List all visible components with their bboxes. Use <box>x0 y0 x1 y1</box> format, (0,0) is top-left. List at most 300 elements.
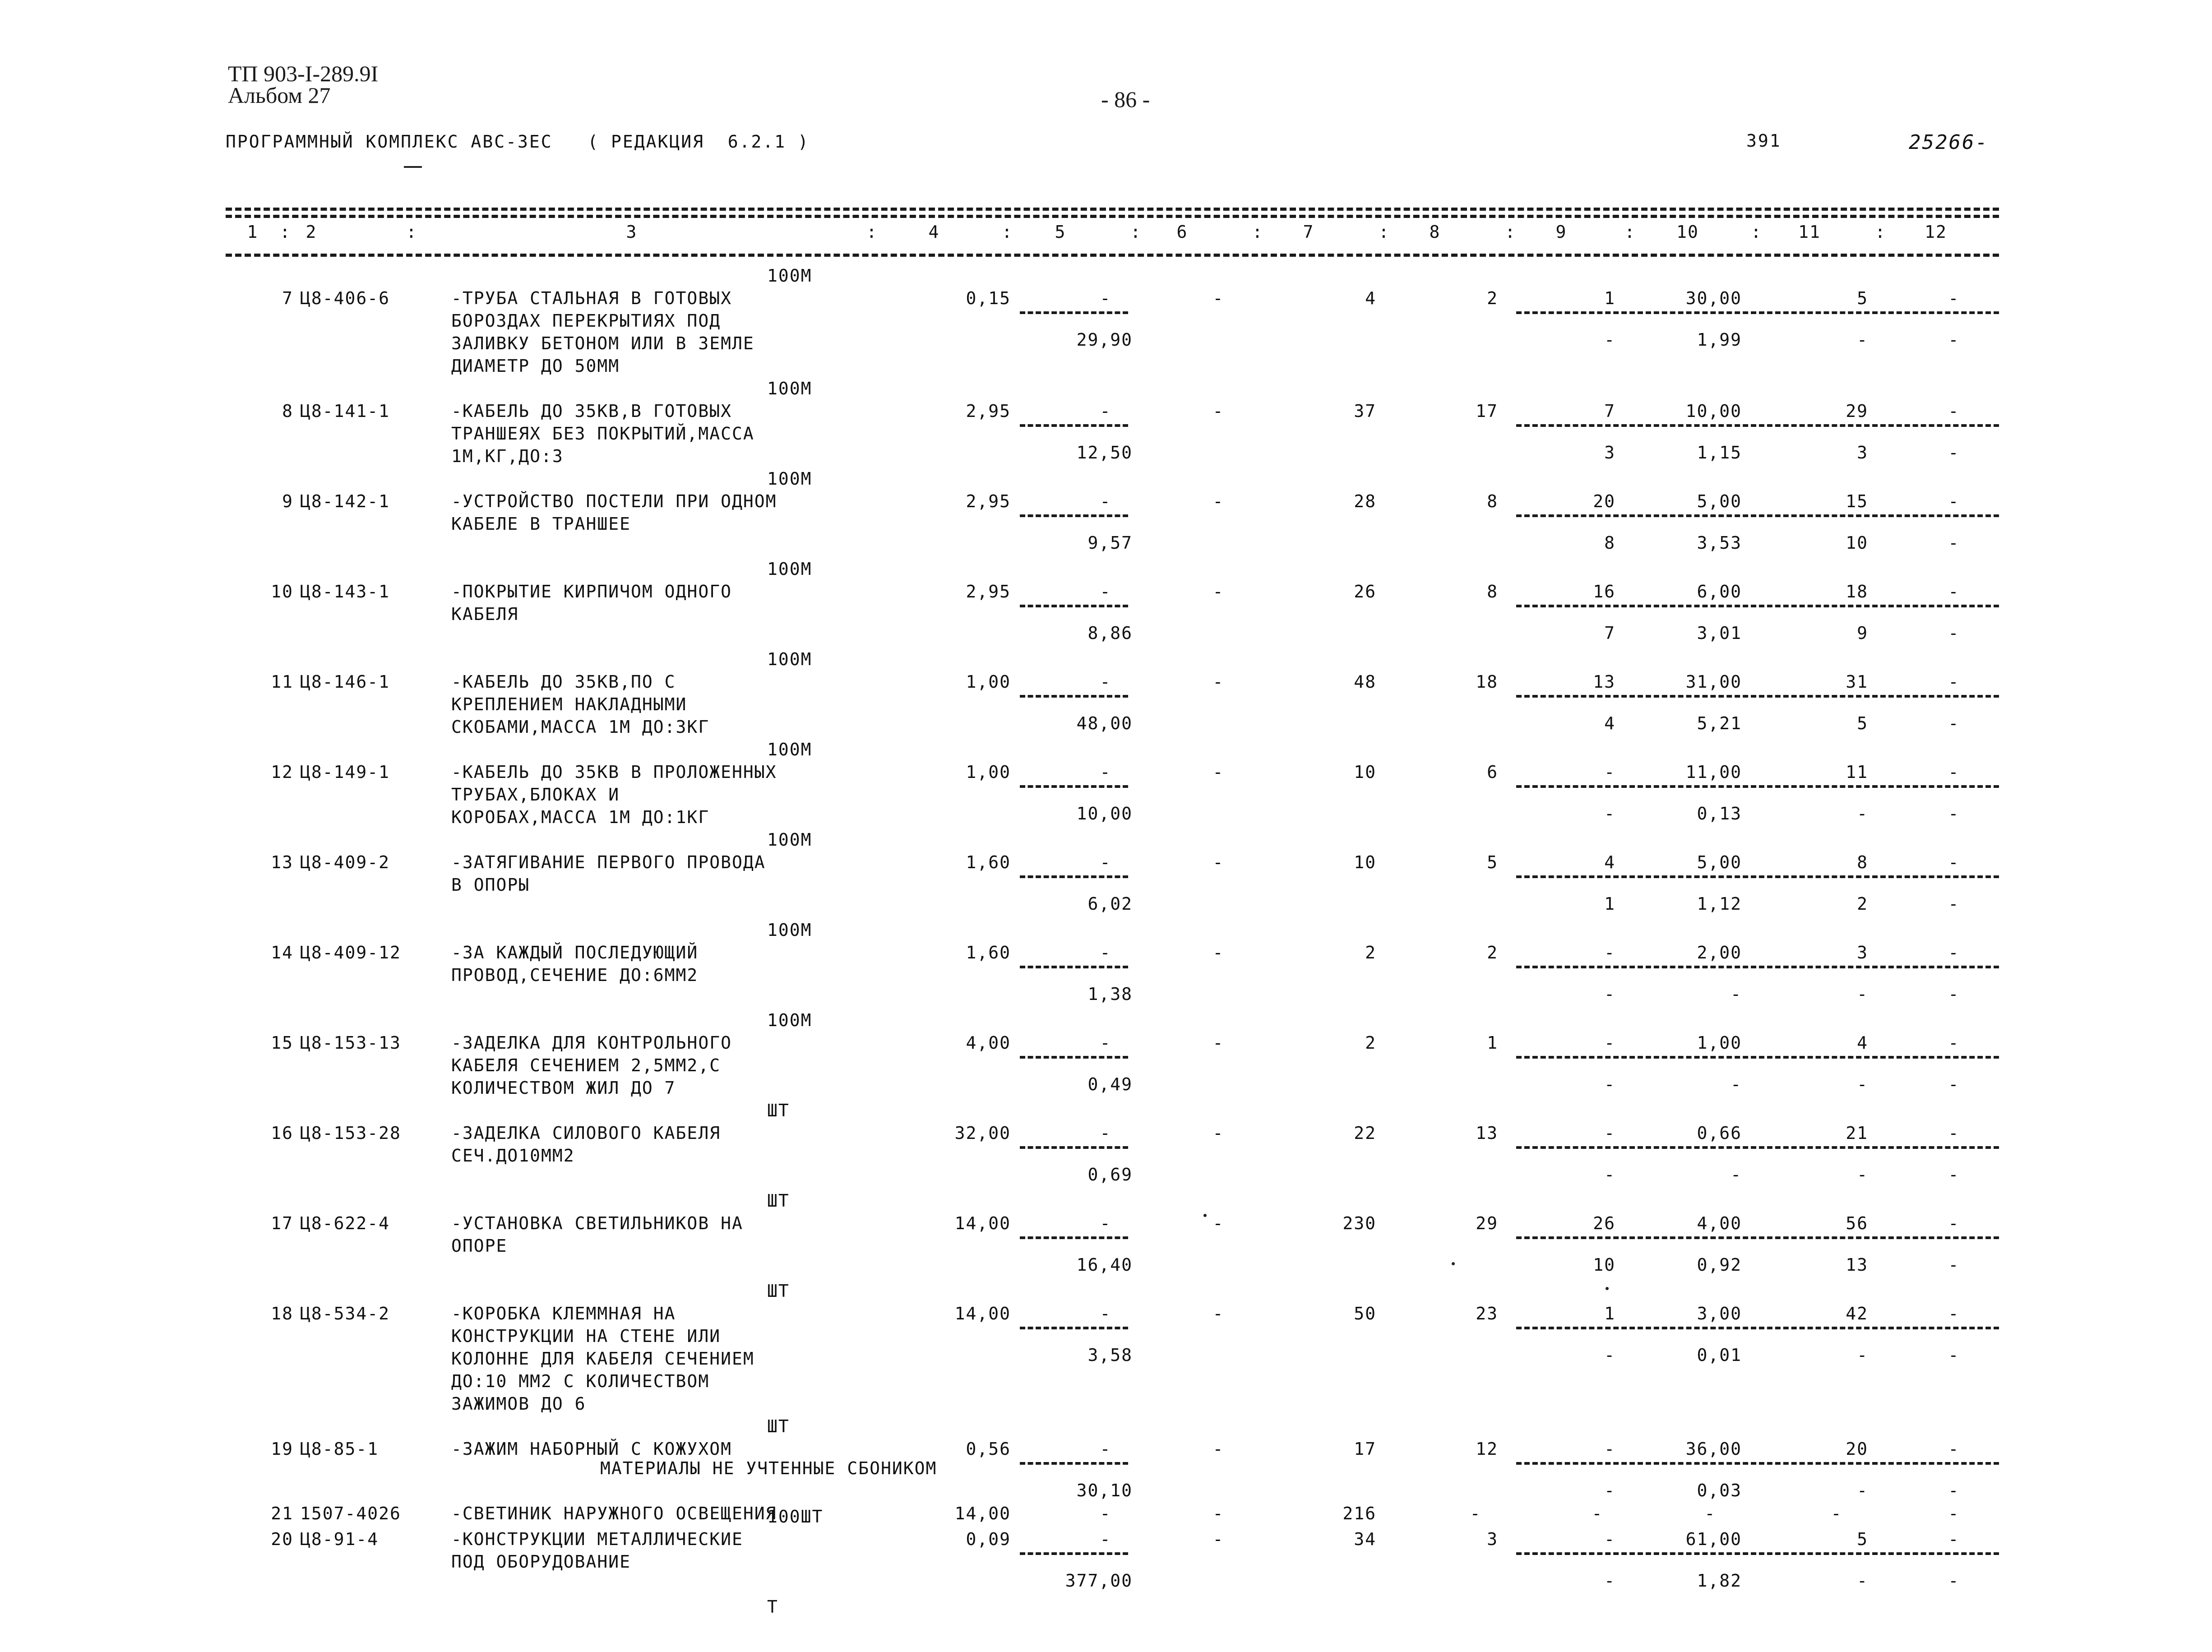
cost-col7: 22 <box>1354 1123 1376 1143</box>
row-number: 16 <box>271 1123 293 1143</box>
dash-separator <box>1516 605 1999 607</box>
cost-col11-bottom: 13 <box>1846 1255 1868 1275</box>
norm-code: Ц8-409-2 <box>300 852 390 872</box>
cost-col10-top: 3,00 <box>1697 1304 1742 1323</box>
cost-col9-top: - <box>1604 762 1615 782</box>
cost-col12-top: - <box>1948 852 1960 872</box>
cost-col9-top: 1 <box>1604 1304 1615 1323</box>
cost-col10-bottom: 0,92 <box>1697 1255 1742 1275</box>
cost-col10-top: 30,00 <box>1685 288 1742 308</box>
cost-col6: - <box>1212 1033 1224 1053</box>
unit-label: 100М <box>767 1010 812 1030</box>
scan-speck <box>1452 1262 1455 1265</box>
program-title: ПРОГРАММНЫЙ КОМПЛЕКС АВС-ЗЕС ( РЕДАКЦИЯ 6.2.1 ) <box>226 132 810 152</box>
cost-col9-top: 13 <box>1593 672 1615 692</box>
column-header-9: 9 <box>1555 222 1567 242</box>
cost-col6: - <box>1212 762 1224 782</box>
work-description: -ТРУБА СТАЛЬНАЯ В ГОТОВЫХ <box>451 288 732 308</box>
quantity: 0,09 <box>966 1529 1011 1549</box>
cost-col8: 8 <box>1487 582 1498 602</box>
cost-col7: 4 <box>1365 288 1376 308</box>
dash-separator <box>1020 966 1128 968</box>
cost-col11-bottom: - <box>1857 1165 1868 1185</box>
work-description: ПОД ОБОРУДОВАНИЕ <box>451 1552 631 1572</box>
work-description: КОРОБАХ,МАССА 1М ДО:1КГ <box>451 807 710 827</box>
cost-col12-bottom: - <box>1948 804 1960 824</box>
norm-code: Ц8-85-1 <box>300 1439 379 1459</box>
cost-col11-bottom: - <box>1857 1481 1868 1500</box>
work-description: ТРАНШЕЯХ БЕЗ ПОКРЫТИЙ,МАССА <box>451 424 754 444</box>
work-description: -КАБЕЛЬ ДО 35КВ В ПРОЛОЖЕННЫХ <box>451 762 777 782</box>
cost-col9-bottom: - <box>1604 804 1615 824</box>
cost-col6: - <box>1212 1529 1224 1549</box>
scan-speck <box>1606 1287 1609 1290</box>
cost-col8: 23 <box>1476 1304 1498 1323</box>
row-number: 10 <box>271 582 293 602</box>
cost-col12-top: - <box>1948 401 1960 421</box>
column-separator: : <box>1751 222 1762 242</box>
cost-col10-bottom: 1,82 <box>1697 1571 1742 1591</box>
cost-col10-top: 2,00 <box>1697 943 1742 963</box>
cost-col7: 10 <box>1354 852 1376 872</box>
row-number: 8 <box>282 401 293 421</box>
dash-separator <box>1516 1056 1999 1059</box>
cost-col10: - <box>1704 1504 1716 1523</box>
work-description: -ЗАДЕЛКА СИЛОВОГО КАБЕЛЯ <box>451 1123 721 1143</box>
cost-col11-top: 18 <box>1846 582 1868 602</box>
cost-col9-bottom: 3 <box>1604 443 1615 463</box>
work-description: ОПОРЕ <box>451 1236 508 1256</box>
cost-col5-bottom: 9,57 <box>1087 533 1133 553</box>
cost-col9-top: - <box>1604 943 1615 963</box>
cost-col12-bottom: - <box>1948 330 1960 350</box>
row-number: 20 <box>271 1529 293 1549</box>
norm-code: Ц8-91-4 <box>300 1529 379 1549</box>
cost-col7: 17 <box>1354 1439 1376 1459</box>
cost-col6: - <box>1212 852 1224 872</box>
cost-col5-top: - <box>1100 943 1111 963</box>
cost-col9-top: 4 <box>1604 852 1615 872</box>
dash-separator <box>1020 1327 1128 1329</box>
quantity: 1,00 <box>966 762 1011 782</box>
cost-col8: 1 <box>1487 1033 1498 1053</box>
album-label: Альбом 27 <box>228 83 331 108</box>
norm-code: Ц8-622-4 <box>300 1213 390 1233</box>
cost-col10-top: 5,00 <box>1697 491 1742 511</box>
cost-col8: 18 <box>1476 672 1498 692</box>
work-description: -СВЕТИНИК НАРУЖНОГО ОСВЕЩЕНИЯ <box>451 1504 777 1523</box>
cost-col9-bottom: 4 <box>1604 713 1615 733</box>
cost-col5-top: - <box>1100 762 1111 782</box>
row-number: 11 <box>271 672 293 692</box>
cost-col5-top: - <box>1100 1213 1111 1233</box>
cost-col9-bottom: - <box>1604 1165 1615 1185</box>
cost-col5-top: - <box>1100 1033 1111 1053</box>
cost-col10-top: 1,00 <box>1697 1033 1742 1053</box>
work-description: -ЗАТЯГИВАНИЕ ПЕРВОГО ПРОВОДА <box>451 852 766 872</box>
cost-col5-bottom: 29,90 <box>1076 330 1133 350</box>
cost-col12-bottom: - <box>1948 1165 1960 1185</box>
cost-col9-top: 26 <box>1593 1213 1615 1233</box>
work-description: -УСТАНОВКА СВЕТИЛЬНИКОВ НА <box>451 1213 743 1233</box>
column-header-6: 6 <box>1176 222 1188 242</box>
work-description: ДИАМЕТР ДО 50ММ <box>451 356 620 376</box>
quantity: 2,95 <box>966 582 1011 602</box>
cost-col11-top: 31 <box>1846 672 1868 692</box>
quantity: 1,60 <box>966 943 1011 963</box>
cost-col9-bottom: 8 <box>1604 533 1615 553</box>
column-header-5: 5 <box>1055 222 1066 242</box>
cost-col10-top: 31,00 <box>1685 672 1742 692</box>
cost-col12-top: - <box>1948 491 1960 511</box>
cost-col11-bottom: 3 <box>1857 443 1868 463</box>
cost-col5-top: - <box>1100 1529 1111 1549</box>
cost-col6: - <box>1212 1304 1224 1323</box>
quantity: 0,56 <box>966 1439 1011 1459</box>
cost-col11-bottom: 9 <box>1857 623 1868 643</box>
cost-col10-bottom: 1,99 <box>1697 330 1742 350</box>
row-number: 21 <box>271 1504 293 1523</box>
cost-col5-bottom: 1,38 <box>1087 984 1133 1004</box>
cost-col8: 8 <box>1487 491 1498 511</box>
cost-col5-top: - <box>1100 288 1111 308</box>
work-description: -ПОКРЫТИЕ КИРПИЧОМ ОДНОГО <box>451 582 732 602</box>
work-description: -ЗАЖИМ НАБОРНЫЙ С КОЖУХОМ <box>451 1439 732 1459</box>
cost-col9-top: 20 <box>1593 491 1615 511</box>
column-separator: : <box>1505 222 1516 242</box>
cost-col10-bottom: 1,15 <box>1697 443 1742 463</box>
cost-col10-bottom: - <box>1731 984 1742 1004</box>
cost-col11-top: 15 <box>1846 491 1868 511</box>
cost-col12-top: - <box>1948 288 1960 308</box>
cost-col9-top: - <box>1604 1529 1615 1549</box>
column-separator: : <box>1252 222 1263 242</box>
cost-col11-top: 42 <box>1846 1304 1868 1323</box>
dash-separator <box>1516 1552 1999 1555</box>
cost-col10-top: 11,00 <box>1685 762 1742 782</box>
row-number: 12 <box>271 762 293 782</box>
scan-speck <box>1203 1214 1207 1217</box>
row-number: 15 <box>271 1033 293 1053</box>
work-description: КАБЕЛЯ <box>451 604 519 624</box>
cost-col7: 37 <box>1354 401 1376 421</box>
dash-separator <box>1020 1056 1128 1059</box>
cost-col8: 2 <box>1487 288 1498 308</box>
document-code: ТП 903-I-289.9I <box>228 61 379 86</box>
cost-col7: 50 <box>1354 1304 1376 1323</box>
dash-separator <box>1020 514 1128 517</box>
work-description: ЗАЖИМОВ ДО 6 <box>451 1394 586 1414</box>
norm-code: Ц8-146-1 <box>300 672 390 692</box>
unit-label: ШТ <box>767 1101 790 1120</box>
column-header-10: 10 <box>1676 222 1699 242</box>
column-header-2: 2 <box>305 222 317 242</box>
unit-label: 100М <box>767 266 812 286</box>
cost-col6: - <box>1212 1439 1224 1459</box>
column-header-12: 12 <box>1925 222 1947 242</box>
cost-col5-bottom: 3,58 <box>1087 1345 1133 1365</box>
table-top-rule <box>226 208 1999 211</box>
cost-col10-bottom: - <box>1731 1074 1742 1094</box>
cost-col12-top: - <box>1948 1123 1960 1143</box>
cost-col10-bottom: 1,12 <box>1697 894 1742 914</box>
cost-col8: 17 <box>1476 401 1498 421</box>
dash-separator <box>1516 875 1999 878</box>
cost-col6: - <box>1212 401 1224 421</box>
cost-col11-top: 20 <box>1846 1439 1868 1459</box>
column-separator: : <box>1624 222 1636 242</box>
cost-col11-top: 8 <box>1857 852 1868 872</box>
cost-col7: 2 <box>1365 943 1376 963</box>
cost-col5-bottom: 8,86 <box>1087 623 1133 643</box>
cost-col11-top: 29 <box>1846 401 1868 421</box>
unit-label: 100М <box>767 649 812 669</box>
cost-col6: - <box>1212 1504 1224 1523</box>
cost-col12-top: - <box>1948 1213 1960 1233</box>
column-separator: : <box>866 222 878 242</box>
quantity: 14,00 <box>954 1213 1011 1233</box>
cost-col5-top: - <box>1100 1439 1111 1459</box>
cost-col5-bottom: 10,00 <box>1076 804 1133 824</box>
cost-col7: 28 <box>1354 491 1376 511</box>
cost-col9: - <box>1592 1504 1603 1523</box>
dash-separator <box>1516 966 1999 968</box>
quantity: 4,00 <box>966 1033 1011 1053</box>
cost-col12-bottom: - <box>1948 713 1960 733</box>
column-separator: : <box>1379 222 1390 242</box>
cost-col7: 2 <box>1365 1033 1376 1053</box>
cost-col6: - <box>1212 1123 1224 1143</box>
cost-col5-top: - <box>1100 582 1111 602</box>
row-number: 13 <box>271 852 293 872</box>
work-description: ЗАЛИВКУ БЕТОНОМ ИЛИ В ЗЕМЛЕ <box>451 333 754 353</box>
cost-col9-top: - <box>1604 1033 1615 1053</box>
cost-col8: 3 <box>1487 1529 1498 1549</box>
cost-col12-top: - <box>1948 582 1960 602</box>
cost-col7: 26 <box>1354 582 1376 602</box>
work-description: СЕЧ.ДО10ММ2 <box>451 1146 575 1166</box>
cost-col10-bottom: 3,01 <box>1697 623 1742 643</box>
cost-col11-top: 21 <box>1846 1123 1868 1143</box>
cost-col12-top: - <box>1948 943 1960 963</box>
norm-code: Ц8-409-12 <box>300 943 401 963</box>
table-header-bottom-rule <box>226 254 1999 257</box>
cost-col9-top: - <box>1604 1123 1615 1143</box>
dash-separator <box>1516 1236 1999 1239</box>
work-description: -ЗАДЕЛКА ДЛЯ КОНТРОЛЬНОГО <box>451 1033 732 1053</box>
cost-col9-top: 16 <box>1593 582 1615 602</box>
cost-col8: 2 <box>1487 943 1498 963</box>
cost-col6: - <box>1212 491 1224 511</box>
cost-col7: 10 <box>1354 762 1376 782</box>
cost-col11-bottom: - <box>1857 1345 1868 1365</box>
cost-col5: - <box>1100 1504 1111 1523</box>
dash-separator <box>1020 311 1128 314</box>
row-number: 17 <box>271 1213 293 1233</box>
document-code-right: 25266- <box>1909 131 1989 154</box>
cost-col8: 12 <box>1476 1439 1498 1459</box>
cost-col12-bottom: - <box>1948 1571 1960 1591</box>
work-description: ПРОВОД,СЕЧЕНИЕ ДО:6ММ2 <box>451 965 699 985</box>
cost-col11-bottom: - <box>1857 1571 1868 1591</box>
norm-code: Ц8-153-28 <box>300 1123 401 1143</box>
cost-col7: 230 <box>1342 1213 1376 1233</box>
unit-label: ШТ <box>767 1191 790 1211</box>
cost-col12: - <box>1948 1504 1960 1523</box>
norm-code: Ц8-149-1 <box>300 762 390 782</box>
cost-col6: - <box>1212 672 1224 692</box>
cost-col12-bottom: - <box>1948 1345 1960 1365</box>
work-description: КАБЕЛЕ В ТРАНШЕЕ <box>451 514 631 534</box>
norm-code: Ц8-406-6 <box>300 288 390 308</box>
unit-label: 100ШТ <box>767 1507 824 1527</box>
dash-separator <box>1020 605 1128 607</box>
quantity: 2,95 <box>966 491 1011 511</box>
column-header-7: 7 <box>1303 222 1314 242</box>
quantity: 0,15 <box>966 288 1011 308</box>
dash-separator <box>1020 785 1128 788</box>
cost-col5-bottom: 0,49 <box>1087 1074 1133 1094</box>
cost-col9-bottom: 10 <box>1593 1255 1615 1275</box>
cost-col6: - <box>1212 582 1224 602</box>
work-description: -КАБЕЛЬ ДО 35КВ,ПО С <box>451 672 676 692</box>
quantity: 1,00 <box>966 672 1011 692</box>
cost-col12-top: - <box>1948 1033 1960 1053</box>
work-description: ТРУБАХ,БЛОКАХ И <box>451 785 620 805</box>
cost-col5-top: - <box>1100 672 1111 692</box>
quantity: 2,95 <box>966 401 1011 421</box>
quantity: 14,00 <box>954 1304 1011 1323</box>
cost-col6: - <box>1212 288 1224 308</box>
cost-col5-top: - <box>1100 852 1111 872</box>
work-description: ДО:10 ММ2 С КОЛИЧЕСТВОМ <box>451 1371 710 1391</box>
work-description: 1М,КГ,ДО:3 <box>451 446 564 466</box>
dash-separator <box>1516 785 1999 788</box>
cost-col9-bottom: - <box>1604 984 1615 1004</box>
cost-col11-bottom: - <box>1857 804 1868 824</box>
column-separator: : <box>280 222 291 242</box>
cost-col5-bottom: 377,00 <box>1065 1571 1133 1591</box>
dash-separator <box>1516 424 1999 427</box>
column-separator: : <box>1875 222 1886 242</box>
cost-col11-top: 4 <box>1857 1033 1868 1053</box>
work-description: В ОПОРЫ <box>451 875 530 895</box>
column-header-11: 11 <box>1798 222 1821 242</box>
cost-col5-bottom: 12,50 <box>1076 443 1133 463</box>
cost-col12-bottom: - <box>1948 984 1960 1004</box>
cost-col9-top: 1 <box>1604 288 1615 308</box>
cost-col10-top: 36,00 <box>1685 1439 1742 1459</box>
work-description: КАБЕЛЯ СЕЧЕНИЕМ 2,5ММ2,С <box>451 1055 721 1075</box>
norm-code: Ц8-142-1 <box>300 491 390 511</box>
work-description: -КОРОБКА КЛЕММНАЯ НА <box>451 1304 676 1323</box>
dash-separator <box>1516 695 1999 698</box>
cost-col9-bottom: - <box>1604 1074 1615 1094</box>
cost-col5-bottom: 48,00 <box>1076 713 1133 733</box>
cost-col10-bottom: 3,53 <box>1697 533 1742 553</box>
unit-label: 100М <box>767 559 812 579</box>
row-number: 9 <box>282 491 293 511</box>
dash-separator <box>1020 1552 1128 1555</box>
cost-col11: - <box>1831 1504 1842 1523</box>
row-number: 14 <box>271 943 293 963</box>
cost-col11-top: 5 <box>1857 1529 1868 1549</box>
cost-col12-top: - <box>1948 1304 1960 1323</box>
cost-col9-bottom: 7 <box>1604 623 1615 643</box>
cost-col6: - <box>1212 943 1224 963</box>
column-header-4: 4 <box>928 222 940 242</box>
cost-col8: 13 <box>1476 1123 1498 1143</box>
dash-separator <box>1020 695 1128 698</box>
cost-col10-top: 61,00 <box>1685 1529 1742 1549</box>
cost-col10-bottom: 5,21 <box>1697 713 1742 733</box>
cost-col10-top: 5,00 <box>1697 852 1742 872</box>
dash-separator <box>1516 1146 1999 1149</box>
quantity: 1,60 <box>966 852 1011 872</box>
cost-col5-top: - <box>1100 401 1111 421</box>
page-number: - 86 - <box>1101 87 1150 112</box>
cost-col5-bottom: 6,02 <box>1087 894 1133 914</box>
cost-col10-bottom: 0,01 <box>1697 1345 1742 1365</box>
unit-label: 100М <box>767 469 812 489</box>
norm-code: Ц8-143-1 <box>300 582 390 602</box>
unit-label: 100М <box>767 920 812 940</box>
quantity: 14,00 <box>954 1504 1011 1523</box>
cost-col10-bottom: 0,03 <box>1697 1481 1742 1500</box>
cost-col7: 216 <box>1342 1504 1376 1523</box>
dash-separator <box>1516 1327 1999 1329</box>
cost-col11-top: 5 <box>1857 288 1868 308</box>
norm-code: 1507-4026 <box>300 1504 401 1523</box>
cost-col12-bottom: - <box>1948 1255 1960 1275</box>
column-separator: : <box>406 222 417 242</box>
cost-col11-top: 3 <box>1857 943 1868 963</box>
cost-col12-bottom: - <box>1948 443 1960 463</box>
row-number: 18 <box>271 1304 293 1323</box>
work-description: -КАБЕЛЬ ДО 35КВ,В ГОТОВЫХ <box>451 401 732 421</box>
work-description: -КОНСТРУКЦИИ МЕТАЛЛИЧЕСКИЕ <box>451 1529 743 1549</box>
dash-separator <box>1020 424 1128 427</box>
cost-col11-bottom: - <box>1857 984 1868 1004</box>
unit-label: ШТ <box>767 1281 790 1301</box>
cost-col12-top: - <box>1948 762 1960 782</box>
cost-col9-top: 7 <box>1604 401 1615 421</box>
cost-col11-bottom: 2 <box>1857 894 1868 914</box>
row-number: 7 <box>282 288 293 308</box>
header-mark <box>404 166 422 168</box>
work-description: КОЛОННЕ ДЛЯ КАБЕЛЯ СЕЧЕНИЕМ <box>451 1349 754 1369</box>
cost-col9-top: - <box>1604 1439 1615 1459</box>
column-separator: : <box>1130 222 1142 242</box>
cost-col10-top: 4,00 <box>1697 1213 1742 1233</box>
cost-col9-bottom: 1 <box>1604 894 1615 914</box>
cost-col5-top: - <box>1100 491 1111 511</box>
table-top-rule-2 <box>226 215 1999 218</box>
work-description: -ЗА КАЖДЫЙ ПОСЛЕДУЮЩИЙ <box>451 943 699 963</box>
cost-col8: 6 <box>1487 762 1498 782</box>
dash-separator <box>1020 1146 1128 1149</box>
cost-col12-top: - <box>1948 1529 1960 1549</box>
dash-separator <box>1516 514 1999 517</box>
cost-col9-bottom: - <box>1604 1481 1615 1500</box>
quantity: 32,00 <box>954 1123 1011 1143</box>
cost-col5-bottom: 30,10 <box>1076 1481 1133 1500</box>
cost-col11-top: 56 <box>1846 1213 1868 1233</box>
cost-col9-bottom: - <box>1604 1571 1615 1591</box>
cost-col5-top: - <box>1100 1304 1111 1323</box>
dash-separator <box>1516 1462 1999 1465</box>
dash-separator <box>1020 1236 1128 1239</box>
